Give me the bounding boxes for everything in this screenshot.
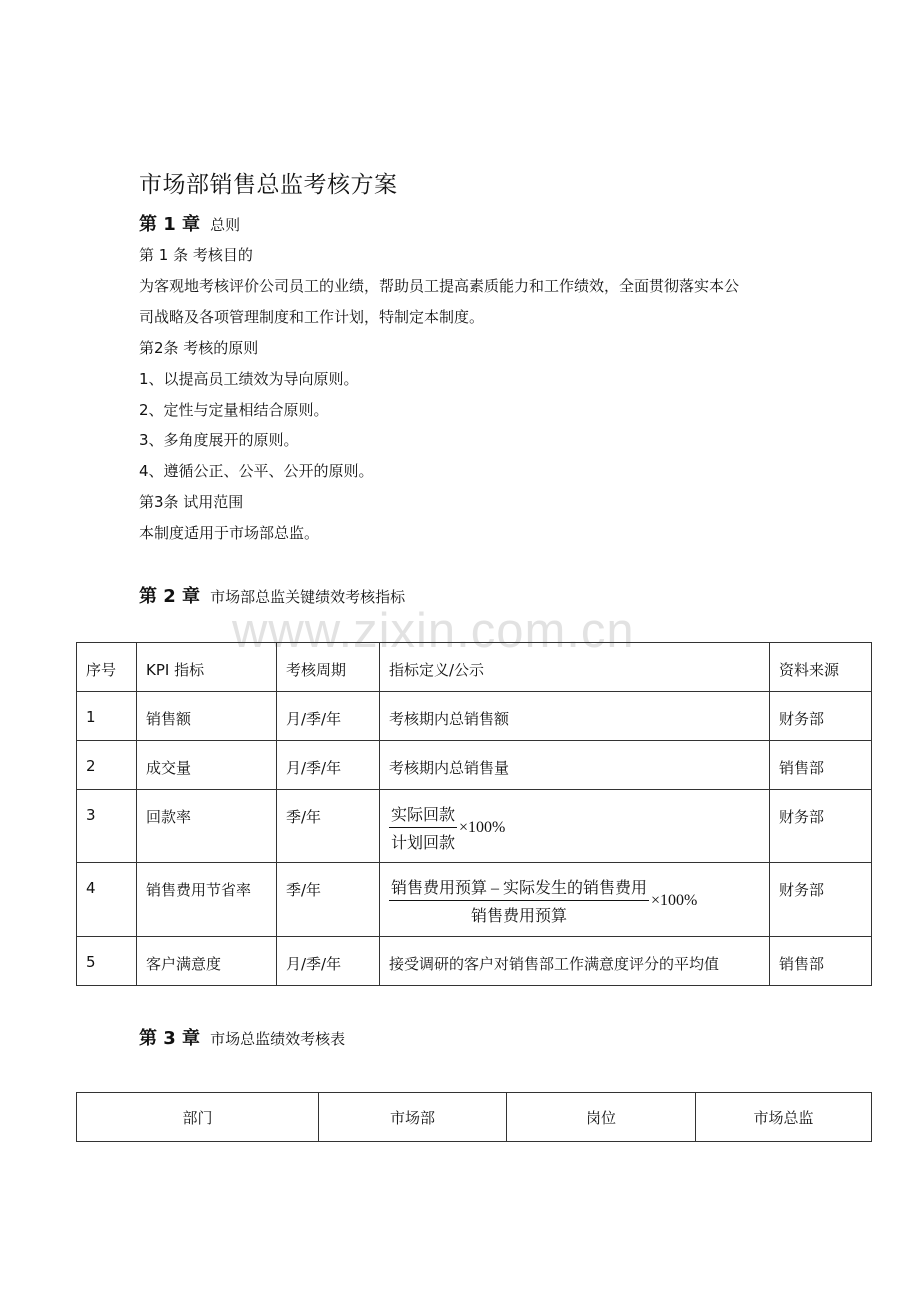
rule-item: 2、定性与定量相结合原则。 [139, 401, 329, 419]
formula-numerator: 销售费用预算 – 实际发生的销售费用 [389, 875, 649, 901]
header-cell: KPI 指标 [137, 643, 277, 692]
formula-denominator: 计划回款 [391, 835, 456, 852]
kpi-cycle: 月/季/年 [277, 741, 380, 790]
row-number: 5 [77, 937, 137, 986]
formula-multiplier: ×100% [651, 891, 698, 909]
table-row [77, 692, 872, 741]
article-3-heading: 第3条 试用范围 [139, 493, 244, 511]
watermark: www.zixin.com.cn [232, 604, 635, 658]
kpi-source: 财务部 [770, 790, 872, 863]
kpi-definition: 考核期内总销售额 [380, 692, 770, 741]
formula-collection-rate [389, 802, 505, 853]
kpi-table [76, 642, 872, 986]
header-cell: 序号 [77, 643, 137, 692]
article-1-heading: 第 1 条 考核目的 [139, 246, 253, 264]
header-cell: 考核周期 [277, 643, 380, 692]
kpi-source: 财务部 [770, 863, 872, 937]
chapter-2-label: 第 2 章 [139, 586, 201, 607]
formula-denominator: 销售费用预算 [471, 908, 568, 925]
chapter-3-heading [139, 1024, 345, 1050]
table-row [77, 937, 872, 986]
rule-item: 4、遵循公正、公平、公开的原则。 [139, 462, 374, 480]
rule-item: 3、多角度展开的原则。 [139, 431, 299, 449]
kpi-source: 销售部 [770, 937, 872, 986]
row-number: 1 [77, 692, 137, 741]
formula-cost-saving-rate [389, 875, 697, 926]
header-cell: 指标定义/公示 [380, 643, 770, 692]
kpi-name: 销售额 [137, 692, 277, 741]
header-cell: 资料来源 [770, 643, 872, 692]
row-number: 4 [77, 863, 137, 937]
kpi-cycle: 月/季/年 [277, 937, 380, 986]
department-value: 市场部 [319, 1093, 507, 1142]
position-label: 岗位 [507, 1093, 696, 1142]
table-header-row [77, 643, 872, 692]
document-title: 市场部销售总监考核方案 [139, 172, 398, 198]
article-1-text-line-2: 司战略及各项管理制度和工作计划，特制定本制度。 [139, 308, 485, 326]
kpi-name: 成交量 [137, 741, 277, 790]
formula-multiplier: ×100% [459, 818, 506, 836]
table-row [77, 741, 872, 790]
row-number: 2 [77, 741, 137, 790]
kpi-cycle: 季/年 [277, 863, 380, 937]
chapter-1-heading [139, 210, 240, 236]
kpi-definition [380, 863, 770, 937]
formula-numerator: 实际回款 [389, 802, 457, 828]
kpi-name: 销售费用节省率 [137, 863, 277, 937]
kpi-name: 回款率 [137, 790, 277, 863]
department-label: 部门 [77, 1093, 319, 1142]
assessment-table [76, 1092, 872, 1142]
kpi-source: 财务部 [770, 692, 872, 741]
kpi-definition: 接受调研的客户对销售部工作满意度评分的平均值 [380, 937, 770, 986]
chapter-1-name: 总则 [210, 216, 241, 234]
chapter-3-name: 市场总监绩效考核表 [210, 1030, 346, 1048]
table-row [77, 863, 872, 937]
kpi-name: 客户满意度 [137, 937, 277, 986]
kpi-source: 销售部 [770, 741, 872, 790]
kpi-cycle: 季/年 [277, 790, 380, 863]
article-3-text: 本制度适用于市场部总监。 [139, 524, 320, 542]
chapter-1-label: 第 1 章 [139, 214, 201, 235]
table-row [77, 1093, 872, 1142]
article-1-text-line-1: 为客观地考核评价公司员工的业绩，帮助员工提高素质能力和工作绩效，全面贯彻落实本公 [139, 277, 740, 295]
kpi-cycle: 月/季/年 [277, 692, 380, 741]
kpi-definition: 考核期内总销售量 [380, 741, 770, 790]
row-number: 3 [77, 790, 137, 863]
article-2-heading: 第2条 考核的原则 [139, 339, 259, 357]
chapter-2-name: 市场部总监关键绩效考核指标 [210, 588, 406, 606]
position-value: 市场总监 [696, 1093, 872, 1142]
table-row [77, 790, 872, 863]
kpi-definition [380, 790, 770, 863]
rule-item: 1、以提高员工绩效为导向原则。 [139, 370, 359, 388]
chapter-3-label: 第 3 章 [139, 1028, 201, 1049]
